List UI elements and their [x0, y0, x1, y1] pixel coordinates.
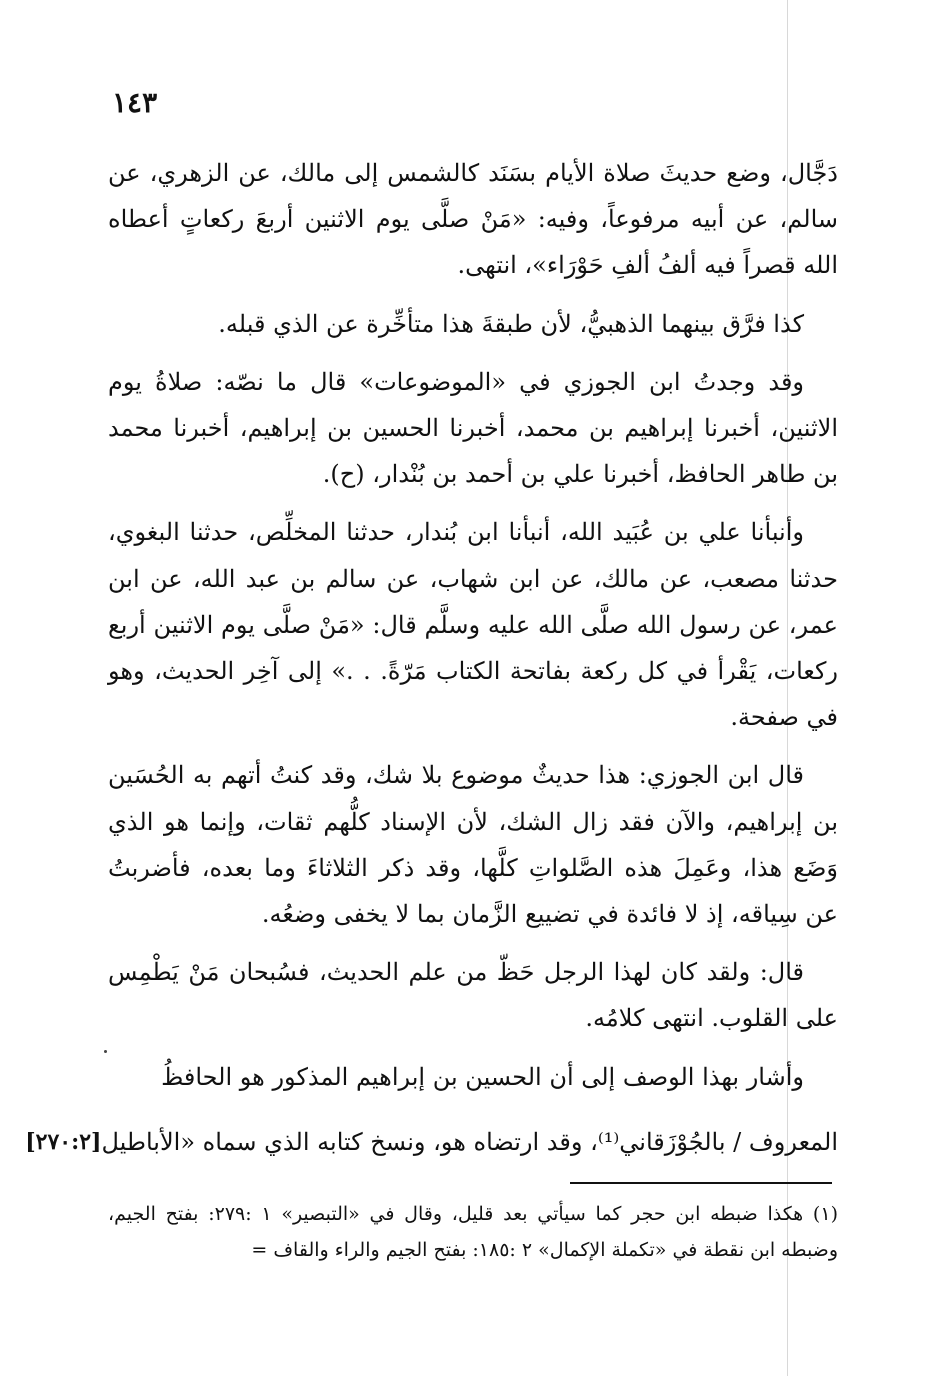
continuation-text: المعروف / بالجُوْزَقاني⁽¹⁾، وقد ارتضاه هو، ونسخ كتابه الذي سماه «الأباطيل: [101, 1128, 838, 1156]
paragraph-1: دَجَّال، وضع حديثَ صلاة الأيام بسَنَد كالشمس إلى مالك، عن الزهري، عن سالم، عن أبيه مرفوعاً، وفيه: «مَنْ صلَّى يوم الاثنين أربعَ ركعاتٍ أعطاه الله قصراً فيه ألفُ ألفِ حَوْرَاء»، انتهى.: [108, 159, 838, 280]
paragraph-5: قال ابن الجوزي: هذا حديثٌ موضوع بلا شك، وقد كنتُ أتهم به الحُسَين بن إبراهيم، والآن فقد زال الشك، لأن الإسناد كلُّهم ثقات، وإنما هو الذي وَضَع هذا، وعَمِلَ هذه الصَّلواتِ كلَّها، وقد ذكر الثلاثاءَ وما بعده، فأضربتُ عن سِياقه، إذ لا فائدة في تضييع الزَّمان بما لا يخفى وضعُه.: [108, 761, 838, 929]
paragraph-2: كذا فرَّق بينهما الذهبيُّ، لأن طبقةَ هذا متأخِّرة عن الذي قبله.: [218, 309, 804, 338]
margin-reference: [٢٧٠:٢]: [25, 1129, 102, 1155]
main-text: [108, 150, 838, 1112]
footnotes: [108, 1196, 838, 1268]
footnote-separator: [570, 1182, 832, 1184]
page-number: ١٤٣: [112, 86, 158, 119]
paragraph-7: وأشار بهذا الوصف إلى أن الحسين بن إبراهيم المذكور هو الحافظُ: [161, 1062, 804, 1091]
scan-speck: [104, 1050, 107, 1053]
paragraph-6: قال: ولقد كان لهذا الرجل حَظّ من علم الحديث، فسُبحان مَنْ يَطْمِس على القلوب. انتهى كلامُه.: [108, 958, 838, 1033]
continuation-line: [25, 1122, 838, 1162]
paragraph-3: وقد وجدتُ ابن الجوزي في «الموضوعات» قال ما نصّه: صلاةُ يوم الاثنين، أخبرنا إبراهيم بن محمد، أخبرنا الحسين بن إبراهيم، أخبرنا محمد بن طاهر الحافظ، أخبرنا علي بن أحمد بن بُنْدار، (ح).: [108, 367, 838, 489]
paragraph-4: وأنبأنا علي بن عُبَيد الله، أنبأنا ابن بُندار، حدثنا المخلِّص، حدثنا البغوي، حدثنا مصعب، عن مالك، عن ابن شهاب، عن سالم بن عبد الله، عن ابن عمر، عن رسول الله صلَّى الله عليه وسلَّم قال: «مَنْ صلَّى يوم الاثنين أربع ركعات، يَقْرأ في كل ركعة بفاتحة الكتاب مَرّةً. . .» إلى آخِر الحديث، وهو في صفحة.: [108, 518, 838, 732]
footnote-1: (١) هكذا ضبطه ابن حجر كما سيأتي بعد قليل، وقال في «التبصير» ١ :٢٧٩: بفتح الجيم، وضبطه ابن نقطة في «تكملة الإكمال» ٢ :١٨٥: بفتح الجيم والراء والقاف =: [108, 1203, 838, 1261]
